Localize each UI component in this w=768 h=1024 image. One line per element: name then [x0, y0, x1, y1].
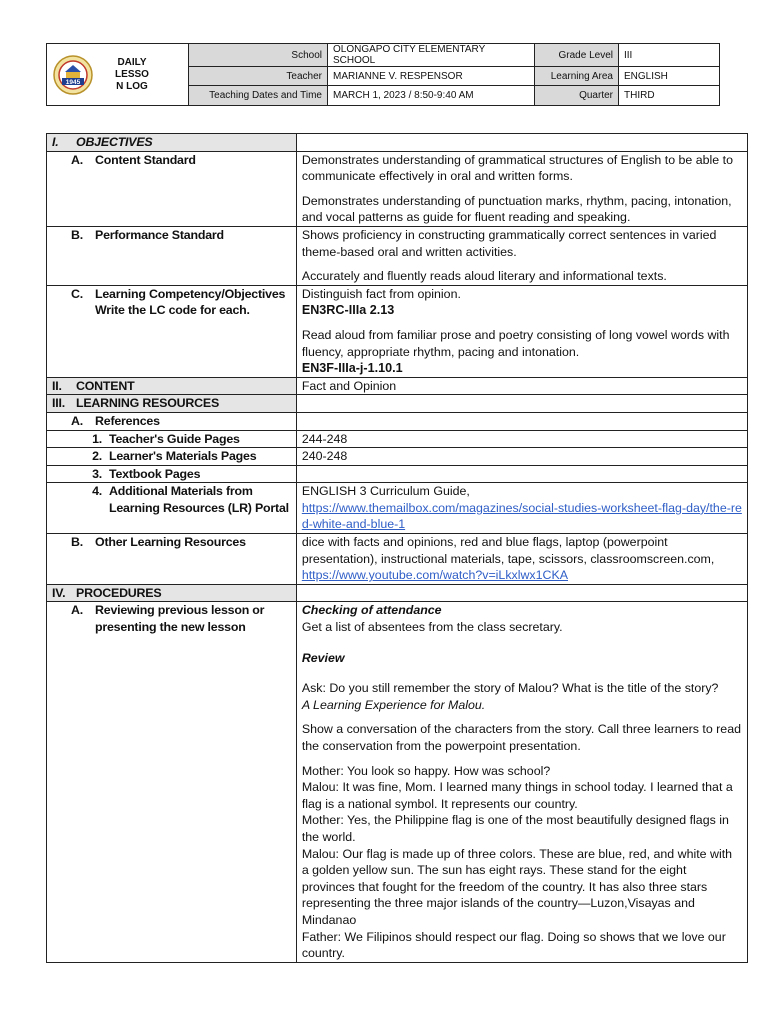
objectives-heading: I. OBJECTIVES — [47, 134, 297, 152]
learners-materials-label: 2. Learner's Materials Pages — [47, 448, 297, 466]
dates-label: Teaching Dates and Time — [189, 86, 328, 105]
performance-standard-label: B. Performance Standard — [47, 226, 297, 285]
resources-row — [47, 395, 748, 413]
school-value: OLONGAPO CITY ELEMENTARY SCHOOL — [328, 44, 535, 67]
quarter-value: THIRD — [624, 90, 655, 101]
teachers-guide-value: 244-248 — [296, 430, 747, 448]
procedures-row — [47, 584, 748, 602]
teachers-guide-label: 1. Teacher's Guide Pages — [47, 430, 297, 448]
themailbox-link[interactable]: https://www.themailbox.com/magazines/social-studies-worksheet-flag-day/the-red-white-and-blue-1 — [301, 500, 742, 532]
dll-title: DAILY LESSO N LOG — [115, 56, 149, 92]
svg-text:1945: 1945 — [65, 78, 81, 86]
header-info-grid — [189, 44, 719, 105]
dates-value: MARCH 1, 2023 / 8:50-9:40 AM — [328, 86, 535, 105]
lesson-table — [46, 133, 748, 963]
header-table — [46, 43, 720, 106]
quarter-label: Quarter — [535, 86, 619, 105]
competency-value: Distinguish fact from opinion. EN3RC-IIIa 2.13 Read aloud from familiar prose and poetry consisting of long vowel words with fluency, appropriate rhythm, pacing and intonation. EN3F-IIIa-j-1.10.1 — [296, 285, 747, 377]
reviewing-value: Checking of attendance Get a list of absentees from the class secretary. Review Ask: Do you still remember the story of Malou? What is the title of the story? A Learning Experience for Malou. Show a conversation of the characters from the story. Call three learners to read the conservation from the powerpoint presentation. Mother: You look so happy. How was school? Malou: It was fine, Mom. I learned many things in school today. I learned that a flag is a national symbol. It represents our country. Mother: Yes, the Philippine flag is one of the most beautifully designed flags in the world. Malou: Our flag is made up of three colors. These are blue, red, and white with a golden yellow sun. The sun has eight rays. These stand for the eight provinces that fought for the freedom of the country. It has also three stars representing the three major islands of the country—Luzon,Visayas and Mindanao Father: We Filipinos should respect our flag. Doing so shows that we love our country. — [296, 602, 747, 962]
learners-materials-value: 240-248 — [296, 448, 747, 466]
textbook-row — [47, 465, 748, 483]
dialogue — [302, 763, 742, 962]
content-standard-label: A. Content Standard — [47, 151, 297, 226]
other-resources-label: B. Other Learning Resources — [47, 534, 297, 585]
competency-row — [47, 285, 748, 377]
review-title: Review — [301, 650, 345, 665]
learners-materials-row — [47, 448, 748, 466]
objectives-row — [47, 134, 748, 152]
other-resources-value: dice with facts and opinions, red and blue flags, laptop (powerpoint presentation), instructional materials, tape, scissors, classroomscreen.com, https://www.youtube.com/watch?v=iLkxlwx1CKA — [296, 534, 747, 585]
attendance-title: Checking of attendance — [301, 603, 442, 618]
competency-label: C. Learning Competency/Objectives Write the LC code for each. — [47, 285, 297, 377]
resources-heading: III. LEARNING RESOURCES — [47, 395, 297, 413]
performance-standard-row — [47, 226, 748, 285]
school-label: School — [189, 44, 328, 67]
references-row — [47, 412, 748, 430]
grade-label: Grade Level — [535, 44, 619, 67]
school-seal-icon — [53, 55, 93, 95]
references-label: A. References — [47, 412, 297, 430]
dialogue-line: Malou: It was fine, Mom. I learned many things in school today. I learned that a flag is a national symbol. It represents our country. — [301, 780, 733, 811]
lc-code-2: EN3F-IIIa-j-1.10.1 — [301, 361, 403, 376]
grade-value: III — [619, 44, 719, 67]
teachers-guide-row — [47, 430, 748, 448]
performance-standard-value: Shows proficiency in constructing grammatically correct sentences in varied theme-based oral and written activities. Accurately and fluently reads aloud literary and informational texts. — [296, 226, 747, 285]
area-value: ENGLISH — [619, 67, 719, 86]
area-label: Learning Area — [535, 67, 619, 86]
textbook-value — [296, 465, 747, 483]
additional-materials-row — [47, 483, 748, 534]
additional-materials-label: 4. Additional Materials from Learning Resources (LR) Portal — [47, 483, 297, 534]
dialogue-line: Mother: Yes, the Philippine flag is one of the most beautifully designed flags in the world. — [301, 813, 729, 844]
procedures-heading: IV. PROCEDURES — [47, 584, 297, 602]
dialogue-line: Father: We Filipinos should respect our flag. Doing so shows that we love our country. — [301, 929, 726, 961]
other-resources-row — [47, 534, 748, 585]
teacher-label: Teacher — [189, 67, 328, 86]
textbook-label: 3. Textbook Pages — [47, 465, 297, 483]
teacher-value: MARIANNE V. RESPENSOR — [328, 67, 535, 86]
logo-cell — [47, 44, 189, 105]
additional-materials-value: ENGLISH 3 Curriculum Guide, https://www.themailbox.com/magazines/social-studies-worksheet-flag-day/the-red-white-and-blue-1 — [296, 483, 747, 534]
reviewing-label: A. Reviewing previous lesson or presenting the new lesson — [47, 602, 297, 962]
content-standard-value: Demonstrates understanding of grammatical structures of English to be able to communicate effectively in oral and written forms. Demonstrates understanding of punctuation marks, rhythm, pacing, intonation, and vocal patterns as guide for fluent reading and speaking. — [296, 151, 747, 226]
content-row — [47, 377, 748, 395]
dialogue-line: Mother: You look so happy. How was school? — [301, 763, 551, 778]
reviewing-row — [47, 602, 748, 962]
content-heading: II. CONTENT — [47, 377, 297, 395]
content-value: Fact and Opinion — [296, 377, 747, 395]
lc-code-1: EN3RC-IIIa 2.13 — [301, 303, 395, 318]
dialogue-line: Malou: Our flag is made up of three colors. These are blue, red, and white with a golden yellow sun. The sun has eight rays. These stand for the eight provinces that fought for the freedom of the country. It has also three stars representing the three major islands of the country—Luzon,Visayas and Mindanao — [301, 846, 733, 927]
content-standard-row — [47, 151, 748, 226]
youtube-link[interactable]: https://www.youtube.com/watch?v=iLkxlwx1CKA — [301, 568, 568, 583]
